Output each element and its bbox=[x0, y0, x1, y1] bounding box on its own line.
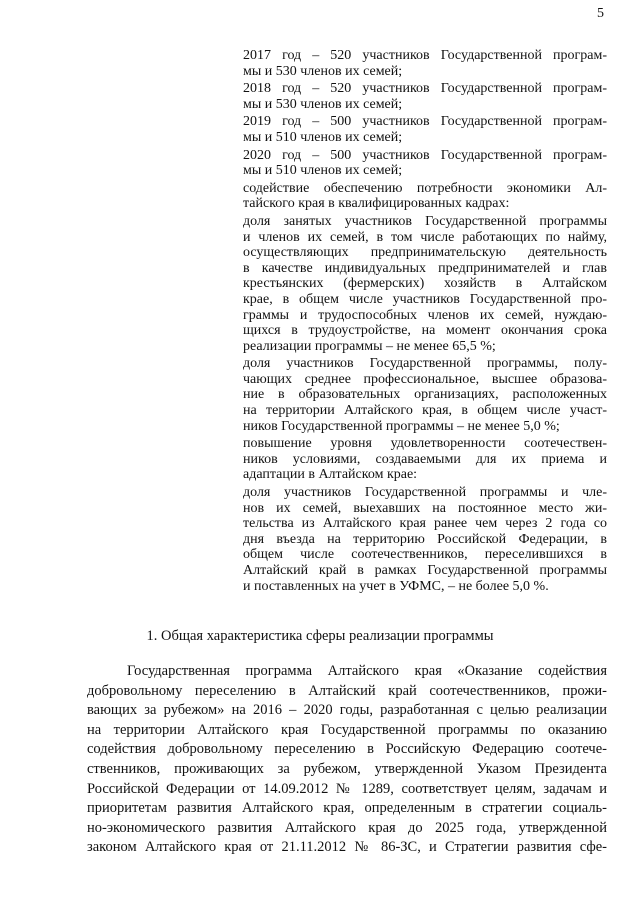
text-line: 2018 год – 520 участников Государственной програм- bbox=[243, 81, 607, 97]
page-number: 5 bbox=[597, 6, 604, 21]
text-line: доля участников Государственной программы и чле- bbox=[243, 485, 607, 501]
text-line: добровольному переселению в Алтайский край соотечественников, прожи- bbox=[87, 682, 607, 699]
text-line: в качестве индивидуальных предпринимателей и глав bbox=[243, 260, 607, 276]
text-line: Российской Федерации от 14.09.2012 № 1289, соответствует целям, задачам и bbox=[87, 780, 607, 797]
text-line: приоритетам развития Алтайского края, определенным в стратегии социаль- bbox=[87, 800, 607, 817]
body-paragraph bbox=[87, 662, 607, 858]
right-column-paragraph bbox=[243, 181, 607, 212]
right-column-paragraph bbox=[243, 81, 607, 112]
text-line: тельства из Алтайского края ранее чем через 2 года со bbox=[243, 516, 607, 532]
text-line: 2019 год – 500 участников Государственной програм- bbox=[243, 114, 607, 130]
text-line: на территории Алтайского края Государственной программы по оказанию bbox=[87, 721, 607, 738]
text-line: тайского края в квалифицированных кадрах: bbox=[243, 196, 510, 212]
right-column-paragraph bbox=[243, 356, 607, 434]
text-line: осуществляющих предпринимательскую деятельность bbox=[243, 245, 607, 261]
text-line: общем числе соотечественников, переселившихся в bbox=[243, 547, 607, 563]
text-line: содействия добровольному переселению в Российскую Федерацию соотече- bbox=[87, 741, 607, 758]
text-line: чающих среднее профессиональное, высшее образова- bbox=[243, 371, 607, 387]
text-line: ственников, проживающих за рубежом, утвержденной Указом Президента bbox=[87, 760, 607, 777]
right-column-paragraph bbox=[243, 48, 607, 79]
text-line: содействие обеспечению потребности экономики Ал- bbox=[243, 180, 607, 196]
text-line: доля занятых участников Государственной программы bbox=[243, 213, 607, 229]
text-line: доля участников Государственной программы, полу- bbox=[243, 356, 607, 372]
text-line: и членов их семей, в том числе работающих по найму, bbox=[243, 229, 607, 245]
right-column-paragraph bbox=[243, 114, 607, 145]
text-line: 2017 год – 520 участников Государственной програм- bbox=[243, 48, 607, 63]
text-line: реализации программы – не менее 65,5 %; bbox=[243, 338, 496, 354]
right-column-paragraph bbox=[243, 214, 607, 354]
text-line: но-экономического развития Алтайского края до 2025 года, утвержденной bbox=[87, 819, 607, 836]
text-line: дня въезда на территорию Российской Федерации, в bbox=[243, 531, 607, 547]
text-line: мы и 510 членов их семей; bbox=[243, 129, 403, 145]
text-line: законом Алтайского края от 21.11.2012 № 86-ЗС, и Стратегии развития сфе- bbox=[87, 839, 607, 856]
text-line: Государственная программа Алтайского края «Оказание содействия bbox=[127, 663, 607, 679]
text-line: на территории Алтайского края, в общем числе участ- bbox=[243, 403, 607, 419]
text-line: ников Государственной программы – не менее 5,0 %; bbox=[243, 418, 560, 434]
right-column-text bbox=[243, 48, 607, 596]
text-line: мы и 530 членов их семей; bbox=[243, 63, 403, 79]
text-line: щихся в трудоустройстве, на момент окончания срока bbox=[243, 323, 607, 339]
text-line: вающих за рубежом» на 2016 – 2020 годы, разработанная с целью реализации bbox=[87, 702, 607, 719]
text-line: мы и 530 членов их семей; bbox=[243, 96, 403, 112]
right-column-paragraph bbox=[243, 148, 607, 179]
text-line: Алтайский край в рамках Государственной программы bbox=[243, 563, 607, 578]
text-line: мы и 510 членов их семей; bbox=[243, 163, 403, 179]
text-line: граммы и трудоспособных членов их семей, нуждаю- bbox=[243, 307, 607, 323]
right-column-paragraph bbox=[243, 436, 607, 483]
text-line: 2020 год – 500 участников Государственной програм- bbox=[243, 147, 607, 163]
right-column-paragraph bbox=[243, 485, 607, 594]
text-line: ников условиями, создаваемыми для их приема и bbox=[243, 451, 607, 467]
text-line: адаптации в Алтайском крае: bbox=[243, 467, 418, 483]
text-line: крае, в общем числе участников Государственной про- bbox=[243, 291, 607, 307]
text-line: и поставленных на учет в УФМС, – не более 5,0 %. bbox=[243, 578, 549, 594]
section-heading: 1. Общая характеристика сферы реализации программы bbox=[146, 628, 494, 644]
text-line: повышение уровня удовлетворенности соотечествен- bbox=[243, 436, 607, 452]
text-line: крестьянских (фермерских) хозяйств в Алтайском bbox=[243, 276, 607, 292]
text-line: ние в образовательных организациях, расположенных bbox=[243, 387, 607, 403]
text-line: нов их семей, выехавших на постоянное место жи- bbox=[243, 500, 607, 516]
